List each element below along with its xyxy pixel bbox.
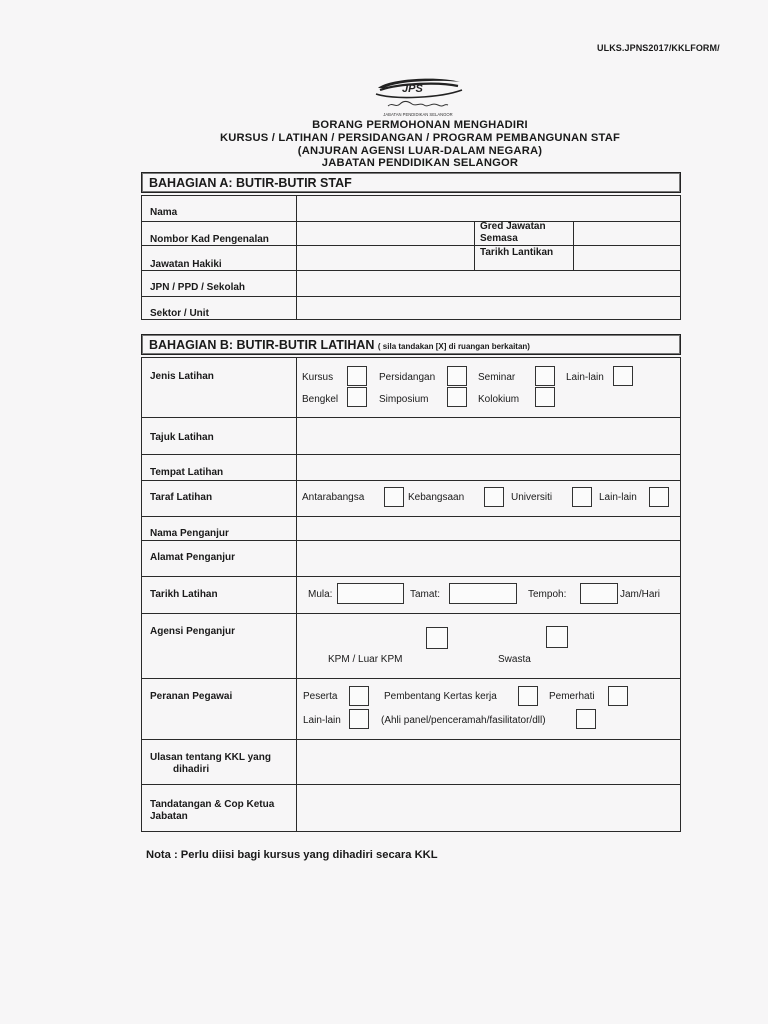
peserta-checkbox[interactable]	[349, 686, 369, 706]
tajuk-latihan-label: Tajuk Latihan	[150, 432, 214, 443]
jawatan-hakiki-label: Jawatan Hakiki	[150, 259, 222, 270]
gred-jawatan-label: Gred Jawatan	[480, 221, 546, 232]
sektor-label: Sektor / Unit	[150, 308, 209, 319]
jenis-lain-lain-label: Lain-lain	[566, 372, 604, 383]
row-jawatan-hakiki	[142, 245, 680, 270]
peranan-pegawai-label: Peranan Pegawai	[150, 691, 233, 702]
pemerhati-checkbox[interactable]	[608, 686, 628, 706]
taraf-lain-lain-checkbox[interactable]	[649, 487, 669, 507]
gred-semasa-label: Semasa	[480, 233, 518, 244]
jps-logo	[370, 74, 466, 118]
antarabangsa-label: Antarabangsa	[302, 492, 365, 503]
peranan-lain-lain-label: Lain-lain	[303, 715, 341, 726]
section-a-heading	[141, 172, 681, 193]
mula-label: Mula:	[308, 589, 333, 600]
section-b-instruction: ( sila tandakan [X] di ruangan berkaitan)	[377, 342, 530, 351]
kolokium-checkbox[interactable]	[535, 387, 555, 407]
row-tarikh-latihan	[142, 576, 680, 613]
logo-caption: JABATAN PENDIDIKAN SELANGOR	[383, 112, 453, 117]
agensi-penganjur-label: Agensi Penganjur	[150, 626, 236, 637]
document-code: ULKS.JPNS2017/KKLFORM/	[597, 43, 720, 53]
row-tempat-latihan	[142, 454, 680, 480]
pembentang-label: Pembentang Kertas kerja	[384, 691, 497, 702]
tandatangan-label-line-1: Tandatangan & Cop Ketua	[150, 799, 275, 810]
jenis-latihan-label: Jenis Latihan	[150, 371, 214, 382]
ahli-panel-checkbox[interactable]	[576, 709, 596, 729]
row-peranan-pegawai	[142, 678, 680, 739]
tamat-date-field[interactable]	[449, 583, 517, 604]
form-title-line-2: KURSUS / LATIHAN / PERSIDANGAN / PROGRAM PEMBANGUNAN STAF	[219, 132, 621, 144]
peserta-label: Peserta	[303, 691, 338, 702]
kolokium-label: Kolokium	[478, 394, 520, 405]
kursus-checkbox[interactable]	[347, 366, 367, 386]
jam-hari-label: Jam/Hari	[620, 589, 661, 600]
row-nama-penganjur	[142, 516, 680, 540]
tandatangan-label-line-2: Jabatan	[150, 811, 188, 822]
bengkel-checkbox[interactable]	[347, 387, 367, 407]
tarikh-latihan-label: Tarikh Latihan	[150, 589, 218, 600]
simposium-checkbox[interactable]	[447, 387, 467, 407]
tamat-label: Tamat:	[410, 589, 441, 600]
row-sektor-unit	[142, 296, 680, 321]
row-jpn-ppd-sekolah	[142, 270, 680, 296]
universiti-checkbox[interactable]	[572, 487, 592, 507]
kursus-label: Kursus	[302, 372, 334, 383]
kpm-luar-kpm-label: KPM / Luar KPM	[328, 654, 403, 665]
section-b-heading	[141, 334, 681, 355]
ulasan-label-line-2: dihadiri	[173, 764, 210, 775]
peranan-lain-lain-checkbox[interactable]	[349, 709, 369, 729]
ulasan-label-line-1: Ulasan tentang KKL yang	[150, 752, 271, 763]
pemerhati-label: Pemerhati	[549, 691, 595, 702]
footnote: Nota : Perlu diisi bagi kursus yang dihadiri secara KKL	[146, 849, 438, 861]
universiti-label: Universiti	[511, 492, 553, 503]
row-agensi-penganjur	[142, 613, 680, 678]
row-kad-pengenalan	[142, 221, 680, 245]
pembentang-checkbox[interactable]	[518, 686, 538, 706]
section-a-title: BAHAGIAN A: BUTIR-BUTIR STAF	[149, 176, 352, 190]
kebangsaan-checkbox[interactable]	[484, 487, 504, 507]
jpn-label: JPN / PPD / Sekolah	[150, 282, 246, 293]
kebangsaan-label: Kebangsaan	[408, 492, 465, 503]
row-nama	[142, 196, 680, 221]
logo-text: JPS	[402, 83, 423, 95]
kpm-checkbox[interactable]	[426, 627, 448, 649]
antarabangsa-checkbox[interactable]	[384, 487, 404, 507]
row-tajuk-latihan	[142, 417, 680, 454]
kad-pengenalan-label: Nombor Kad Pengenalan	[150, 234, 269, 245]
seminar-checkbox[interactable]	[535, 366, 555, 386]
form-title-line-4: JABATAN PENDIDIKAN SELANGOR	[321, 157, 519, 169]
training-details-table	[141, 357, 681, 832]
section-b-title: BAHAGIAN B: BUTIR-BUTIR LATIHAN ( sila tandakan [X] di ruangan berkaitan)	[149, 338, 530, 352]
tarikh-lantikan-label: Tarikh Lantikan	[480, 247, 554, 258]
row-taraf-latihan	[142, 480, 680, 516]
ahli-panel-label: (Ahli panel/penceramah/fasilitator/dll)	[381, 715, 546, 726]
row-jenis-latihan	[142, 358, 680, 417]
seminar-label: Seminar	[478, 372, 516, 383]
row-tandatangan	[142, 784, 680, 833]
tempoh-field[interactable]	[580, 583, 618, 604]
persidangan-checkbox[interactable]	[447, 366, 467, 386]
taraf-latihan-label: Taraf Latihan	[150, 492, 213, 503]
tempat-latihan-label: Tempat Latihan	[150, 467, 224, 478]
signature-area[interactable]	[298, 785, 680, 832]
staff-details-table	[141, 195, 681, 320]
row-ulasan	[142, 739, 680, 784]
persidangan-label: Persidangan	[379, 372, 436, 383]
bengkel-label: Bengkel	[302, 394, 339, 405]
gred-subtable	[474, 221, 574, 270]
jenis-lain-lain-checkbox[interactable]	[613, 366, 633, 386]
swasta-checkbox[interactable]	[546, 626, 568, 648]
nama-label: Nama	[150, 207, 178, 218]
row-alamat-penganjur	[142, 540, 680, 576]
swasta-label: Swasta	[498, 654, 531, 665]
taraf-lain-lain-label: Lain-lain	[599, 492, 637, 503]
alamat-penganjur-label: Alamat Penganjur	[150, 552, 236, 563]
simposium-label: Simposium	[379, 394, 429, 405]
tempoh-label: Tempoh:	[528, 589, 567, 600]
mula-date-field[interactable]	[337, 583, 404, 604]
form-title-line-3: (ANJURAN AGENSI LUAR-DALAM NEGARA)	[297, 145, 543, 157]
nama-penganjur-label: Nama Penganjur	[150, 528, 229, 539]
form-title-line-1: BORANG PERMOHONAN MENGHADIRI	[312, 119, 528, 131]
